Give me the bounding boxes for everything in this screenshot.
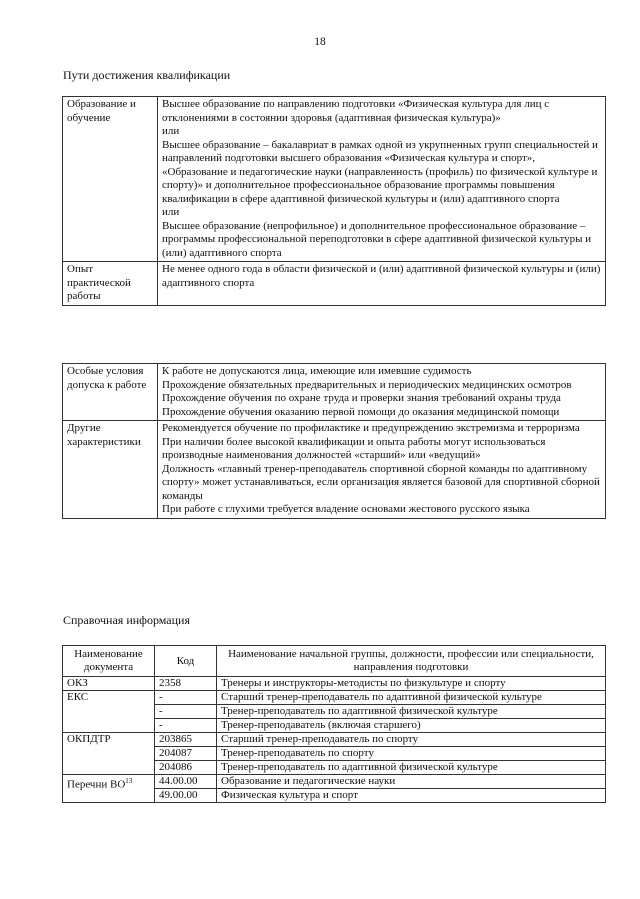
reference-heading: Справочная информация [63, 613, 190, 627]
paragraph: Высшее образование по направлению подготовки «Физическая культура для лиц с отклонениями в состоянии здоровья (адаптивная физическая культура)» [162, 98, 550, 124]
qualification-row [63, 97, 606, 262]
page-number: 18 [314, 36, 326, 48]
conditions-label: Другие характеристики [67, 422, 141, 448]
code-cell: - [155, 719, 217, 733]
paragraph: или [162, 125, 180, 137]
table-row [63, 775, 606, 789]
header-document: Наименование документа [63, 646, 155, 677]
footnote-ref: 13 [125, 777, 133, 785]
qualification-heading: Пути достижения квалификации [63, 68, 231, 82]
name-cell: Тренер-преподаватель по адаптивной физической культуре [217, 705, 606, 719]
paragraph: Не менее одного года в области физической и (или) адаптивной физической культуры и (или) адаптивного спорта [162, 263, 601, 289]
name-cell: Старший тренер-преподаватель по спорту [217, 733, 606, 747]
paragraph: или [162, 206, 180, 218]
paragraph: Рекомендуется обучение по профилактике и предупреждению экстремизма и терроризма [162, 422, 580, 434]
conditions-label-cell [63, 421, 158, 519]
conditions-label-cell [63, 364, 158, 421]
table-row [63, 691, 606, 705]
document-name: ОКПДТР [67, 733, 111, 745]
qualification-row [63, 262, 606, 306]
document-name: ЕКС [67, 691, 89, 703]
code-cell: 204086 [155, 761, 217, 775]
paragraph: При наличии более высокой квалификации и опыта работы могут использоваться производные наименования должностей «старший» или «ведущий» [162, 435, 546, 461]
code-cell: 44.00.00 [155, 775, 217, 789]
conditions-row [63, 421, 606, 519]
code-cell: - [155, 691, 217, 705]
header-code: Код [155, 646, 217, 677]
paragraph: Прохождение обучения оказанию первой помощи до оказания медицинской помощи [162, 405, 560, 418]
paragraph: При работе с глухими требуется владение основами жестового русского языка [162, 503, 530, 515]
paragraph: Прохождение обязательных предварительных и периодических медицинских осмотров [162, 378, 572, 391]
conditions-label: Особые условия допуска к работе [67, 365, 147, 391]
document-cell [63, 775, 155, 803]
document-cell [63, 691, 155, 733]
qualification-content-cell [158, 262, 606, 306]
paragraph: Должность «главный тренер-преподаватель спортивной сборной команды по адаптивному спорту» может устанавливаться, если организация является базовой для спортивной сборной команды [162, 462, 600, 502]
name-cell: Тренер-преподаватель (включая старшего) [217, 719, 606, 733]
code-cell: 203865 [155, 733, 217, 747]
qualification-label: Опыт практической работы [67, 263, 131, 302]
table-row [63, 677, 606, 691]
paragraph: Высшее образование – бакалавриат в рамках одной из укрупненных групп специальностей и направлений подготовки высшего образования «Физическая культура и спорт», «Образование и педагогические науки (направленность (профиль) по физической культуре и спорту)» и дополнительное профессиональное образование программы повышения квалификации в сфере адаптивной физической культуры и (или) адаптивного спорта [162, 138, 598, 205]
document-cell [63, 733, 155, 775]
conditions-content-cell [158, 364, 606, 421]
conditions-content-cell [158, 421, 606, 519]
qualification-label-cell [63, 97, 158, 262]
name-cell: Образование и педагогические науки [217, 775, 606, 789]
header-name: Наименование начальной группы, должности, профессии или специальности, направления подготовки [217, 646, 606, 677]
qualification-table [62, 96, 606, 306]
reference-header-row [63, 646, 606, 677]
reference-table [62, 645, 606, 803]
conditions-table [62, 363, 606, 519]
qualification-content-cell [158, 97, 606, 262]
code-cell: 204087 [155, 747, 217, 761]
document-cell [63, 677, 155, 691]
qualification-label: Образование и обучение [67, 98, 136, 124]
paragraph: К работе не допускаются лица, имеющие или имевшие судимость [162, 365, 472, 377]
paragraph: Прохождение обучения по охране труда и проверки знания требований охраны труда [162, 392, 561, 404]
code-cell: - [155, 705, 217, 719]
code-cell: 49.00.00 [155, 789, 217, 803]
document-name: Перечни ВО [67, 778, 126, 791]
name-cell: Физическая культура и спорт [217, 789, 606, 803]
paragraph: Высшее образование (непрофильное) и дополнительное профессиональное образование –программы профессиональной переподготовки в сфере адаптивной физической культуры и (или) адаптивного спорта [162, 219, 592, 259]
name-cell: Тренер-преподаватель по адаптивной физической культуре [217, 761, 606, 775]
conditions-row [63, 364, 606, 421]
document-name: ОКЗ [67, 677, 88, 689]
table-row [63, 733, 606, 747]
name-cell: Тренер-преподаватель по спорту [217, 747, 606, 761]
qualification-label-cell [63, 262, 158, 306]
name-cell: Тренеры и инструкторы-методисты по физкультуре и спорту [217, 677, 606, 691]
name-cell: Старший тренер-преподаватель по адаптивной физической культуре [217, 691, 606, 705]
code-cell: 2358 [155, 677, 217, 691]
